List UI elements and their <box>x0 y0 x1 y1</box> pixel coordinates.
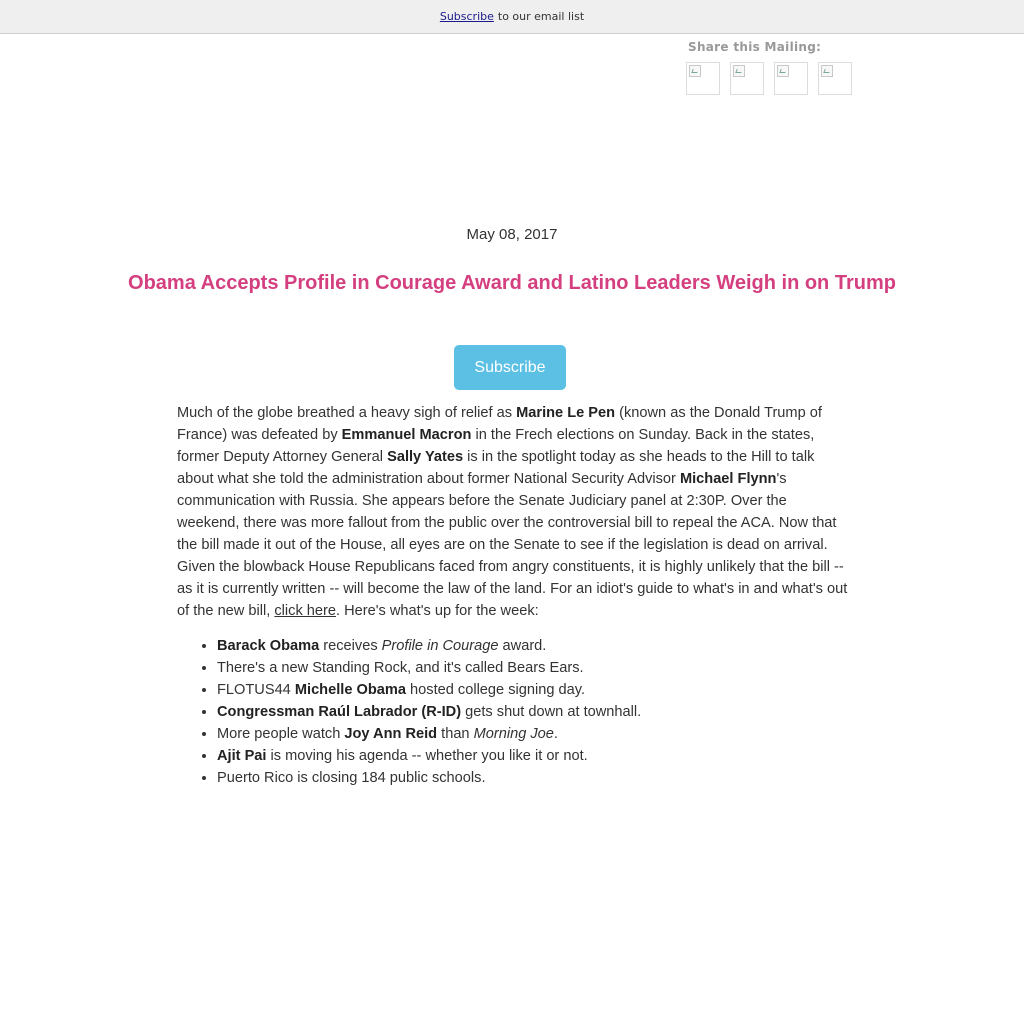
body-text: in the Frech elections on Sunday. Back in the states, former Deputy Attorney General <box>177 427 815 465</box>
bullet-text: is moving his agenda -- whether you like it or not. <box>266 748 588 764</box>
mailing-date: May 08, 2017 <box>466 226 558 243</box>
list-item <box>217 723 889 745</box>
subscribe-bar-text: to our email list <box>497 10 585 23</box>
body-paragraph <box>177 402 849 622</box>
list-item <box>217 635 889 657</box>
bullet-text: receives <box>319 638 382 654</box>
bullet-text: There's a new Standing Rock, and it's called Bears Ears. <box>217 660 584 676</box>
share-label: Share this Mailing: <box>688 40 822 54</box>
body-text: 's communication with Russia. She appears before the Senate Judiciary panel at 2:30P. Over the weekend, there was more fallout from the public over the controversial bill to repeal the ACA. Now that the bill made it out of the House, all eyes are on the Senate to see if the legislation is dead on arrival. Given the blowback House Republicans faced from angry constituents, it is highly unlikely that the bill -- as it is currently written -- will become the law of the land. For an idiot's guide to what's in and what's out of the new bill, <box>177 471 848 619</box>
bullet-text: hosted college signing day. <box>405 682 586 698</box>
bullet-bold: Ajit Pai <box>217 748 267 764</box>
subscribe-button[interactable]: Subscribe <box>454 345 566 390</box>
name-emmanuel-macron: Emmanuel Macron <box>341 427 472 443</box>
subscribe-bar <box>0 0 1024 34</box>
bullet-text: . <box>553 726 558 742</box>
bullet-text: award. <box>498 638 547 654</box>
body-text: Much of the globe breathed a heavy sigh of relief as <box>177 405 517 421</box>
bullet-italic: Profile in Courage <box>381 638 499 654</box>
bullet-bold: Joy Ann Reid <box>344 726 438 742</box>
body-text: is in the spotlight today as she heads to the Hill to talk about what she told the administration about former National Security Advisor <box>177 449 815 487</box>
email-icon[interactable] <box>818 62 852 95</box>
name-sally-yates: Sally Yates <box>387 449 464 465</box>
headline: Obama Accepts Profile in Courage Award and Latino Leaders Weigh in on Trump <box>128 272 896 294</box>
body-text: . Here's what's up for the week: <box>336 603 539 619</box>
share-icons <box>686 62 852 95</box>
twitter-icon[interactable] <box>730 62 764 95</box>
name-marine-le-pen: Marine Le Pen <box>516 405 616 421</box>
facebook-icon[interactable] <box>686 62 720 95</box>
list-item <box>217 745 889 767</box>
bullet-italic: Morning Joe <box>473 726 554 742</box>
linkedin-icon[interactable] <box>774 62 808 95</box>
bullet-text: FLOTUS44 <box>217 682 295 698</box>
list-item <box>217 657 889 679</box>
list-item <box>217 679 889 701</box>
bullet-text: than <box>437 726 474 742</box>
week-bullets <box>177 635 889 789</box>
subscribe-link[interactable]: Subscribe <box>439 10 494 23</box>
body-text: (known as the Donald Trump of France) was defeated by <box>177 405 822 443</box>
bullet-text: Puerto Rico is closing 184 public schools. <box>217 770 486 786</box>
name-michael-flynn: Michael Flynn <box>679 471 777 487</box>
click-here-link[interactable]: click here <box>274 603 336 619</box>
bullet-bold: Barack Obama <box>217 638 320 654</box>
bullet-text: More people watch <box>217 726 345 742</box>
bullet-text: gets shut down at townhall. <box>461 704 642 720</box>
list-item <box>217 701 889 723</box>
bullet-bold: Congressman Raúl Labrador (R-ID) <box>217 704 462 720</box>
bullet-bold: Michelle Obama <box>294 682 406 698</box>
list-item <box>217 767 889 789</box>
